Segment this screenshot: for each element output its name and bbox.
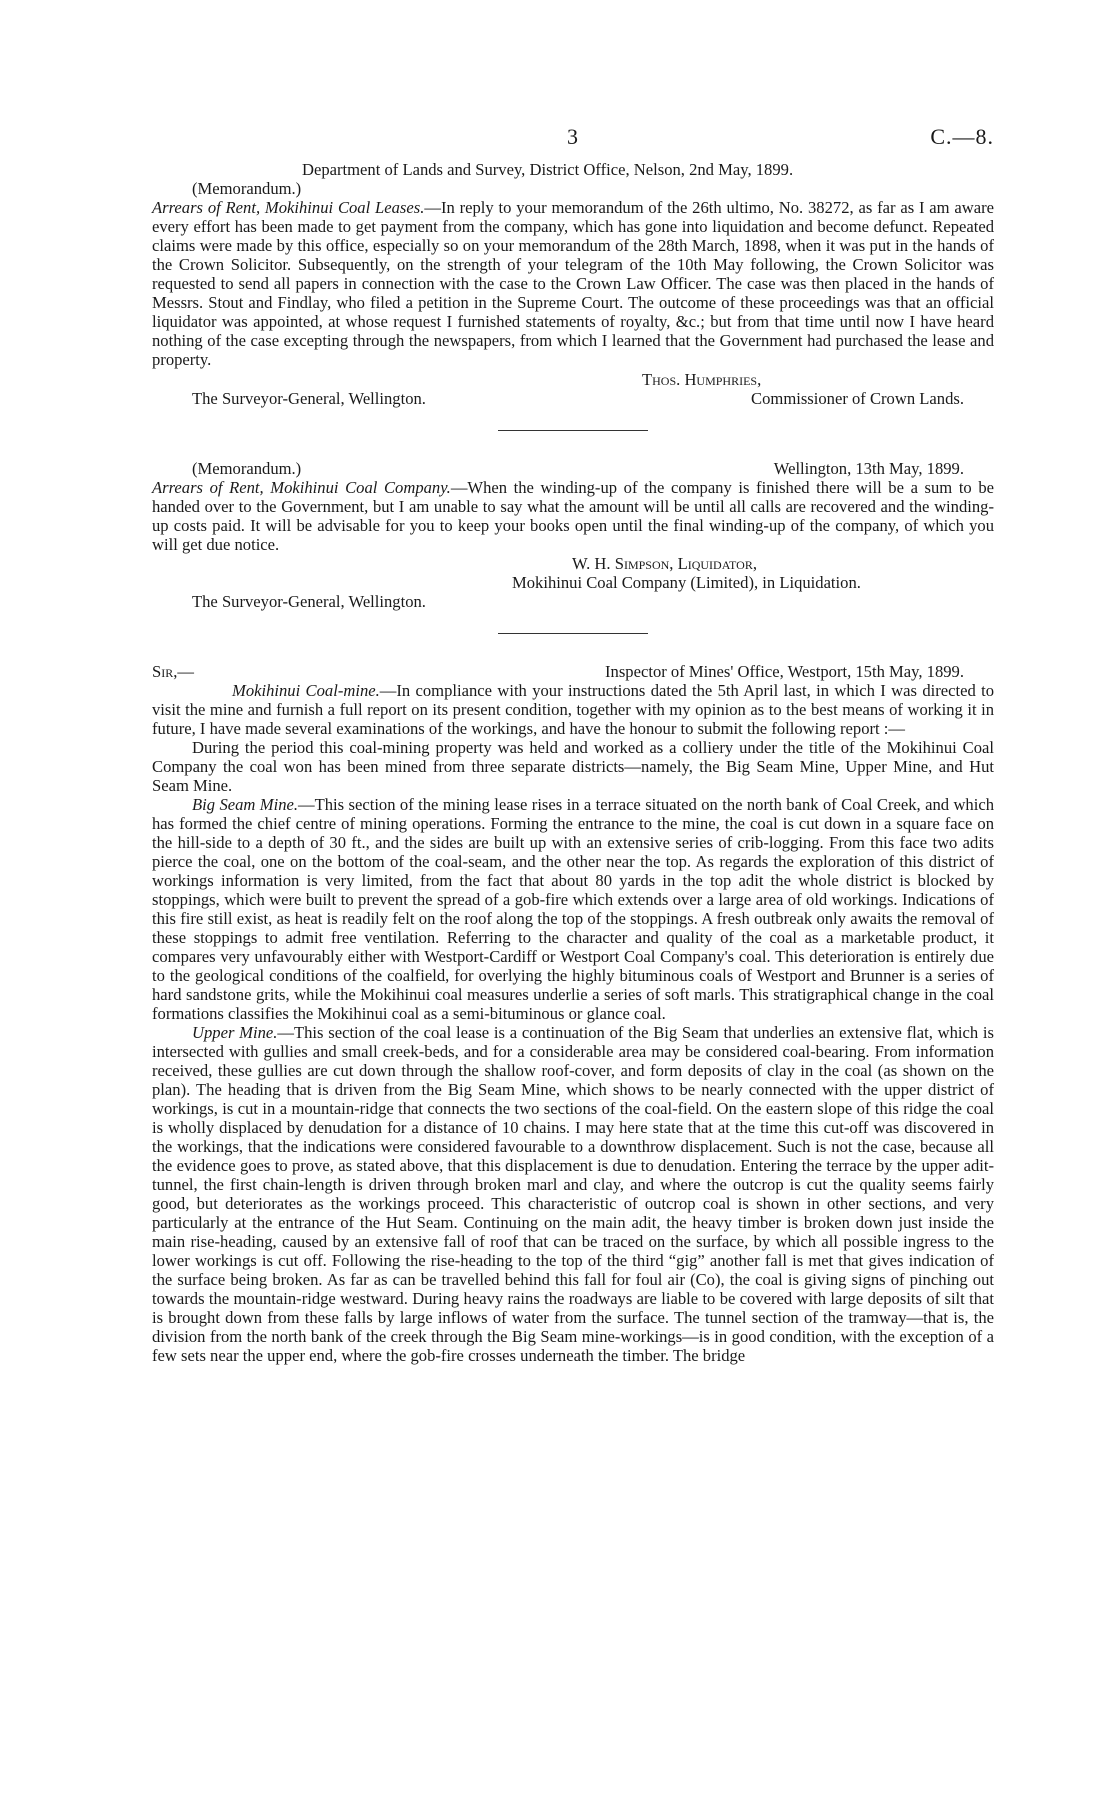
memo2-paragraph xyxy=(152,478,994,554)
report-p1-heading: Mokihinui Coal-mine. xyxy=(232,681,380,700)
report-p4-body: —This section of the coal lease is a continuation of the Big Seam that underlies an extensive flat, which is intersected with gullies and small creek-beds, and for a considerable area may be considered coal-bearing. From information received, these gullies are cut down through the shallow roof-cover, and form deposits of clay in the coal (as shown on the plan). The heading that is driven from the Big Seam Mine, which shows to be nearly connected with the upper district of workings, is cut in a mountain-ridge that connects the two sections of the coal-field. On the eastern slope of this ridge the coal is wholly displaced by denudation for a distance of 10 chains. I may here state that at the time this cut-off was discovered in the workings, that the indications were considered favourable to a downthrow displacement. Such is not the case, because all the evidence goes to prove, as stated above, that this displacement is due to denudation. Entering the terrace by the upper adit-tunnel, the first chain-length is driven through broken marl and clay, and where the outcrop is cut the quality seems fairly good, but deteriorates as the workings proceed. This characteristic of outcrop coal is shown in other sections, and very particularly at the entrance of the Hut Seam. Continuing on the main adit, the heavy timber is broken down just inside the main rise-heading, caused by an extensive fall of roof that can be traced on the surface, by which all possible ingress to the lower workings is cut off. Following the rise-heading to the top of the third “gig” another fall is met that gives indication of the surface being broken. As far as can be travelled behind this fall for foul air (Co), the coal is giving signs of pinching out towards the mountain-ridge westward. During heavy rains the roadways are liable to be covered with large deposits of silt that is brought down from these falls by large inflows of water from the surface. The tunnel section of the tramway—that is, the division from the north bank of the creek through the Big Seam mine-workings—is in good condition, with the exception of a few sets near the upper end, where the gob-fire crosses underneath the timber. The bridge xyxy=(152,1023,994,1365)
memo2-dateline: Wellington, 13th May, 1899. xyxy=(773,459,964,478)
report-p3-heading: Big Seam Mine. xyxy=(192,795,299,814)
report-paragraph-2: During the period this coal-mining property was held and worked as a colliery under the title of the Mokihinui Coal Company the coal won has been mined from three separate districts—namely, the Big Seam Mine, Upper Mine, and Hut Seam Mine. xyxy=(152,738,994,795)
report-p4-heading: Upper Mine. xyxy=(192,1023,278,1042)
memo2-body: —When the winding-up of the company is finished there will be a sum to be handed over to the Government, but I am unable to say what the amount will be until all calls are recovered and the winding-up costs paid. It will be advisable for you to keep your books open until the final winding-up of the company, of which you will get due notice. xyxy=(152,478,994,554)
memo2-addressee: The Surveyor-General, Wellington. xyxy=(192,592,426,611)
document-code: C.—8. xyxy=(930,124,994,149)
memo2-signatory: W. H. Simpson, Liquidator, xyxy=(572,554,757,573)
memorandum-1 xyxy=(152,160,994,408)
report-paragraph-3 xyxy=(152,795,994,1023)
memo2-heading: Arrears of Rent, Mokihinui Coal Company. xyxy=(152,478,451,497)
memo1-heading: Arrears of Rent, Mokihinui Coal Leases. xyxy=(152,198,425,217)
page-number: 3 xyxy=(567,124,578,149)
memo1-dateline: Department of Lands and Survey, District Office, Nelson, 2nd May, 1899. xyxy=(302,160,794,179)
memo1-paragraph xyxy=(152,198,994,369)
memo1-addressee: The Surveyor-General, Wellington. xyxy=(192,389,426,408)
report-p1-body: —In compliance with your instructions dated the 5th April last, in which I was directed to visit the mine and furnish a full report on its present condition, together with my opinion as to the best means of working it in future, I have made several examinations of the workings, and have the honour to submit the following report :— xyxy=(152,681,995,738)
section-divider xyxy=(498,633,648,634)
inspector-report xyxy=(152,662,994,1365)
memo2-signatory-org: Mokihinui Coal Company (Limited), in Liquidation. xyxy=(512,573,861,592)
memo1-signatory: Thos. Humphries, xyxy=(642,370,762,389)
memo2-kind: (Memorandum.) xyxy=(192,459,302,478)
memo1-signatory-title: Commissioner of Crown Lands. xyxy=(751,389,964,408)
page-header xyxy=(152,120,994,160)
memo1-body: —In reply to your memorandum of the 26th ultimo, No. 38272, as far as I am aware every effort has been made to get payment from the company, which has gone into liquidation and become defunct. Repeated claims were made by this office, especially so on your memorandum of the 28th March, 1898, when it was put in the hands of the Crown Solicitor. Subsequently, on the strength of your telegram of the 10th May following, the Crown Solicitor was requested to send all papers in connection with the case to the Crown Law Officer. The case was then placed in the hands of Messrs. Stout and Findlay, who filed a petition in the Supreme Court. The outcome of these proceedings was that an official liquidator was appointed, at whose request I furnished statements of royalty, &c.; but from that time until now I have heard nothing of the case excepting through the newspapers, from which I learned that the Government had purchased the lease and property. xyxy=(152,198,994,369)
document-page xyxy=(152,120,994,1365)
report-dateline: Inspector of Mines' Office, Westport, 15th May, 1899. xyxy=(605,662,964,681)
memo1-kind: (Memorandum.) xyxy=(192,179,302,198)
report-paragraph-1 xyxy=(152,681,994,738)
report-paragraph-4 xyxy=(152,1023,994,1365)
report-salutation: Sir,— xyxy=(152,662,194,681)
report-p3-body: —This section of the mining lease rises in a terrace situated on the north bank of Coal Creek, and which has formed the chief centre of mining operations. Forming the entrance to the mine, the coal is cut down in a square face on the hill-side to a depth of 30 ft., and the sides are built up with an extensive series of crib-logging. From this face two adits pierce the coal, one on the bottom of the coal-seam, and the other near the top. As regards the exploration of this district of workings information is very limited, from the fact that about 80 yards in the top adit the whole district is blocked by stoppings, which were built to prevent the spread of a gob-fire which extends over a large area of old workings. Indications of this fire still exist, as heat is readily felt on the roof along the top of the stoppings. A fresh outbreak only awaits the removal of these stoppings to admit free ventilation. Referring to the character and quality of the coal as a marketable product, it compares very unfavourably either with Westport-Cardiff or Westport Coal Company's coal. This deterioration is entirely due to the geological conditions of the coalfield, for overlying the highly bituminous coals of Westport and Brunner is a series of hard sandstone grits, while the Mokihinui coal measures underlie a series of soft marls. This stratigraphical change in the coal formations classifies the Mokihinui coal as a semi-bituminous or glance coal. xyxy=(152,795,994,1023)
memorandum-2 xyxy=(152,459,994,611)
section-divider xyxy=(498,430,648,431)
